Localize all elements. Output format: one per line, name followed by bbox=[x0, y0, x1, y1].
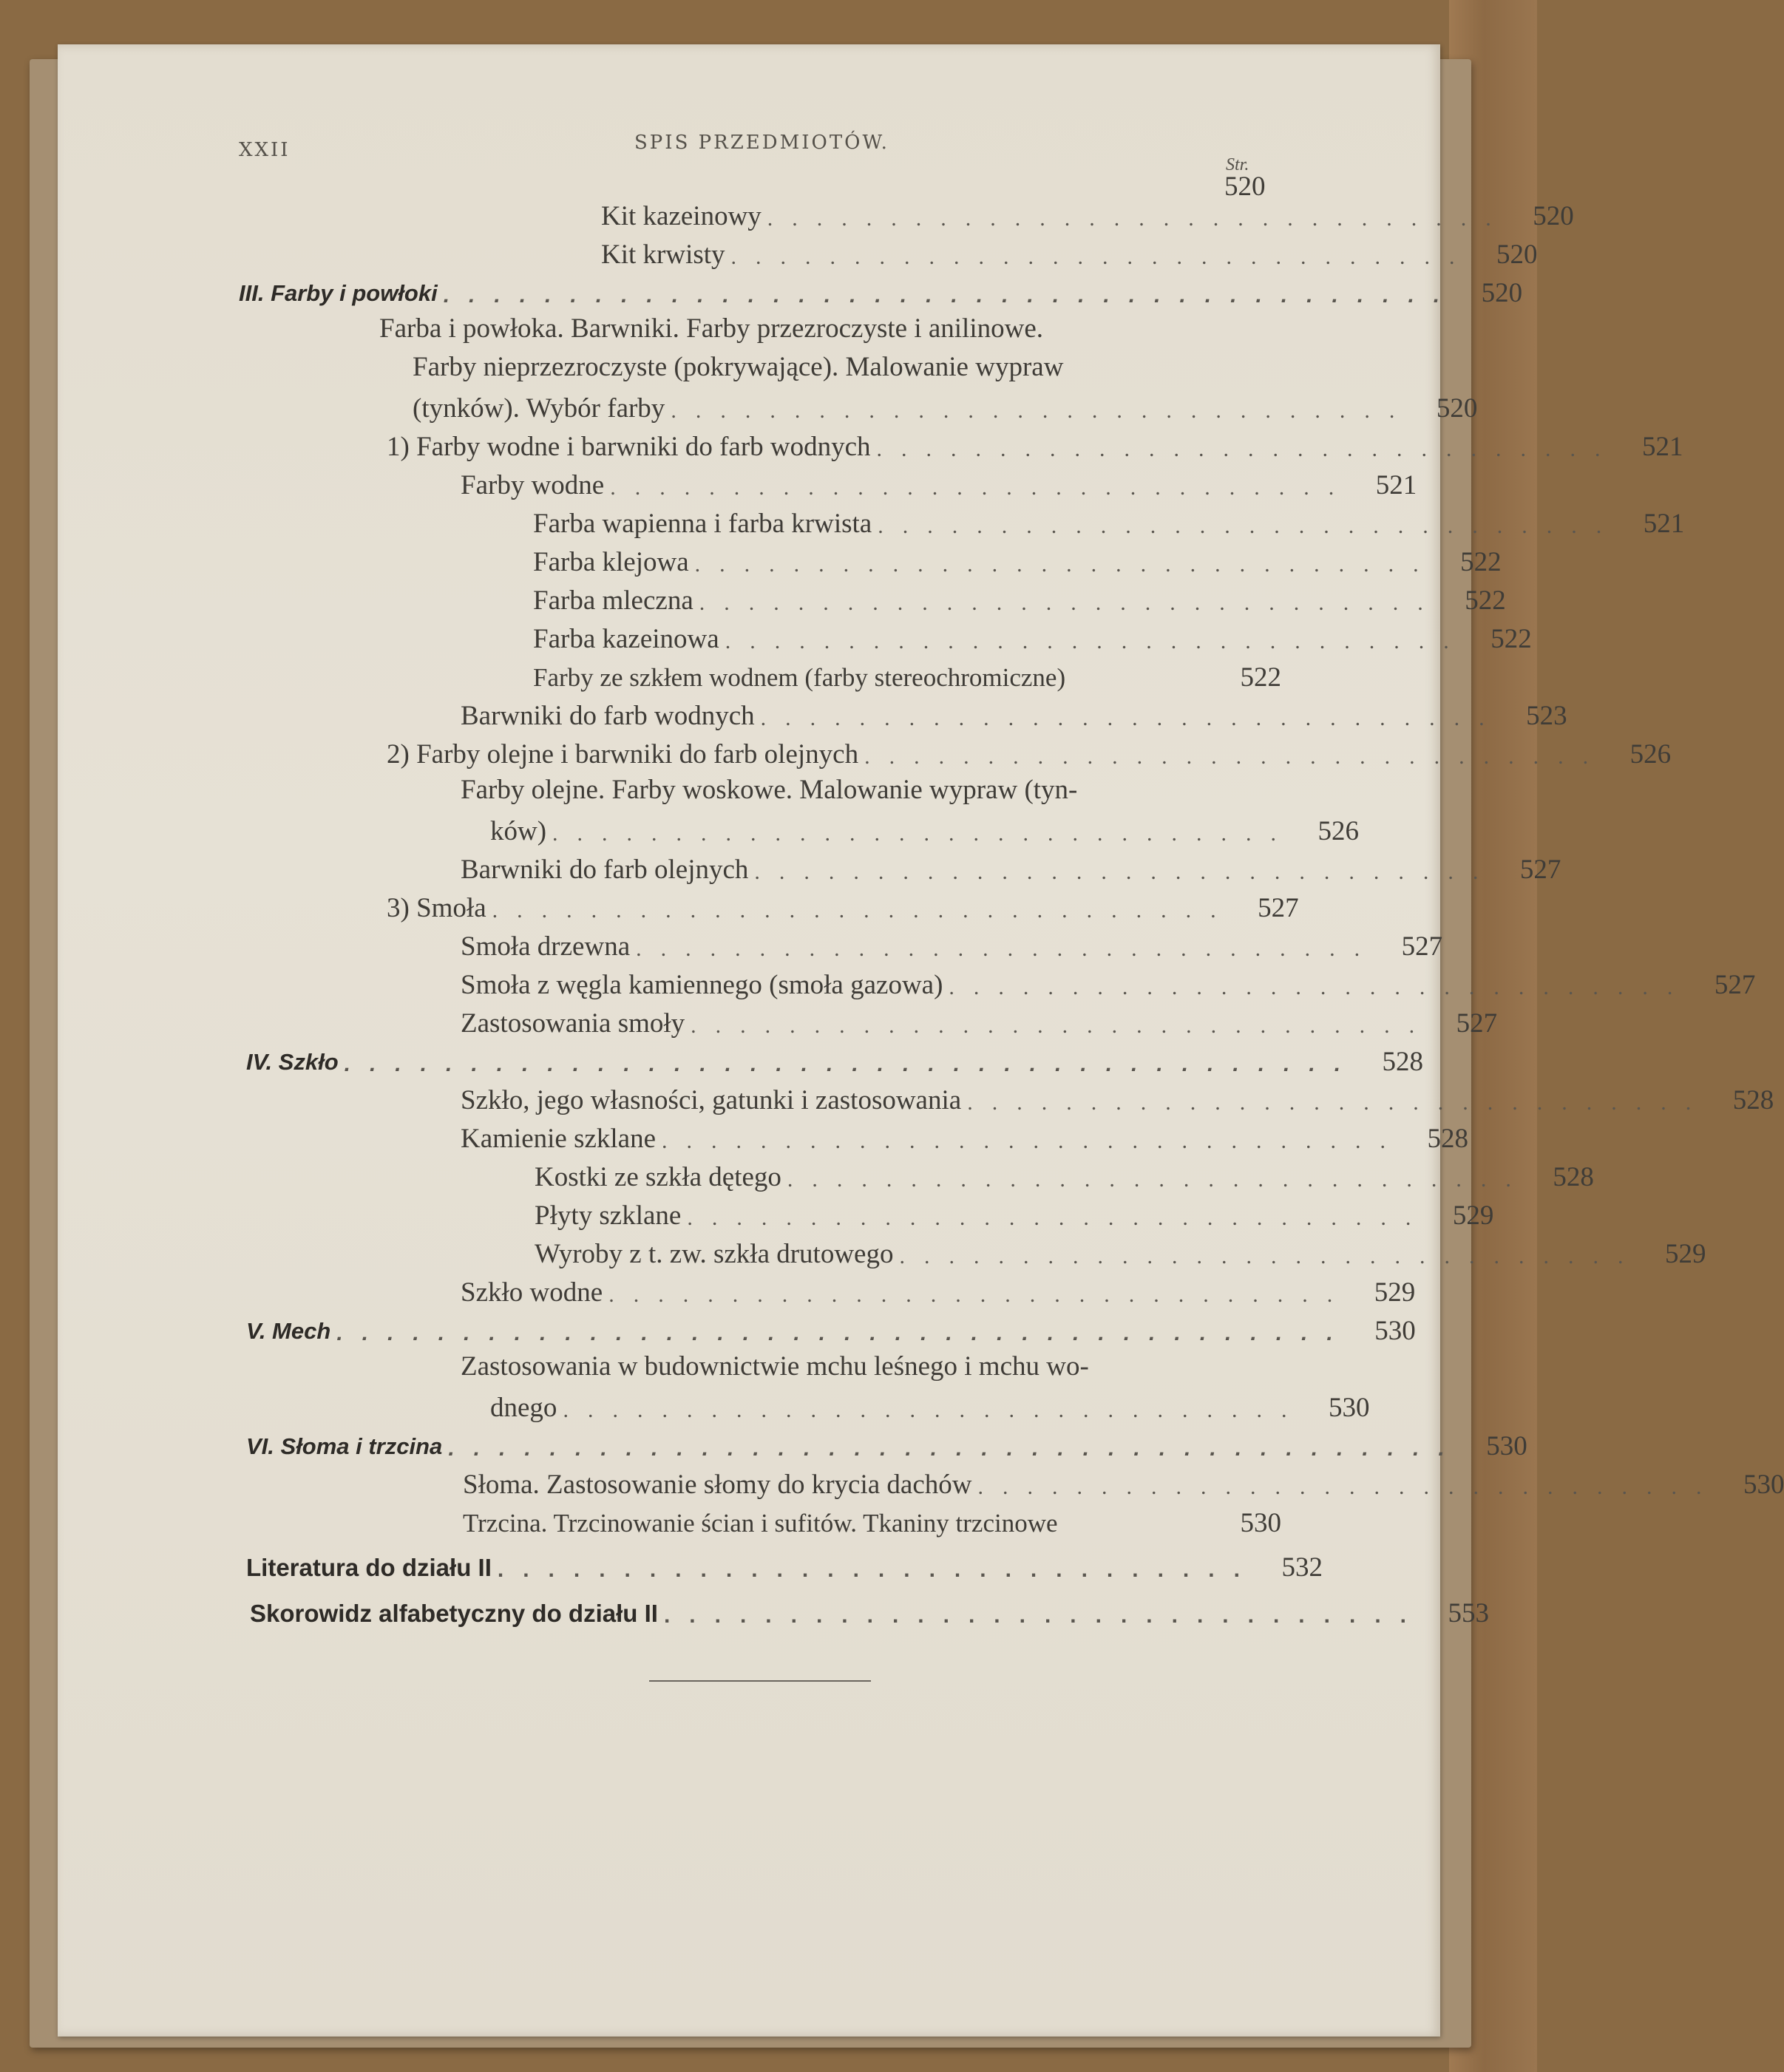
toc-page-number: 527 bbox=[1456, 1008, 1498, 1039]
toc-label: Farba kazeinowa bbox=[533, 624, 719, 654]
toc-page-number: 527 bbox=[1401, 931, 1443, 962]
toc-page-number: 523 bbox=[1526, 701, 1567, 731]
toc-entry bbox=[461, 850, 1561, 887]
leader-dots: .............................. bbox=[878, 514, 1621, 538]
toc-page-number: 520 bbox=[1496, 240, 1538, 270]
toc-label: Farby ze szkłem wodnem (farby stereochromiczne) bbox=[533, 663, 1066, 692]
toc-label: Trzcina. Trzcinowanie ścian i sufitów. Tkaniny trzcinowe bbox=[463, 1509, 1058, 1538]
toc-entry bbox=[490, 812, 1360, 849]
toc-section-heading bbox=[239, 274, 1523, 310]
end-rule bbox=[649, 1680, 871, 1682]
toc-section-heading bbox=[246, 1427, 1527, 1464]
book-page bbox=[58, 44, 1784, 2037]
leader-dots: .............................. bbox=[899, 1244, 1643, 1268]
leader-dots: .............................. bbox=[730, 245, 1474, 269]
toc-entry bbox=[463, 1465, 1784, 1502]
toc-page-number: 521 bbox=[1642, 432, 1683, 462]
toc-label: Farby wodne bbox=[461, 470, 605, 500]
toc-page-number: 527 bbox=[1258, 893, 1299, 923]
running-title: SPIS PRZEDMIOTÓW. bbox=[634, 132, 889, 154]
toc-page-number: 528 bbox=[1732, 1085, 1774, 1115]
toc-entry bbox=[413, 389, 1478, 426]
toc-page-number: 526 bbox=[1629, 739, 1672, 770]
toc-label: VI. Słoma i trzcina bbox=[246, 1433, 443, 1459]
toc-page-number: 522 bbox=[1240, 662, 1281, 693]
toc-page-number: 521 bbox=[1375, 470, 1417, 500]
toc-page-number: 521 bbox=[1643, 509, 1685, 539]
toc-page-number: 532 bbox=[1281, 1552, 1323, 1583]
toc-entry bbox=[533, 619, 1532, 656]
toc-page-number: 530 bbox=[1743, 1470, 1784, 1500]
toc-page-number: 530 bbox=[1240, 1508, 1281, 1538]
toc-entry bbox=[461, 696, 1567, 733]
toc-label: Szkło, jego własności, gatunki i zastosowania bbox=[461, 1085, 962, 1115]
toc-label: Barwniki do farb wodnych bbox=[461, 701, 755, 731]
toc-page-number: 520 bbox=[1533, 201, 1574, 231]
leader-dots: .............................. bbox=[725, 629, 1468, 653]
toc-entry bbox=[461, 1273, 1416, 1310]
leader-dots: .............................. bbox=[671, 398, 1414, 423]
leader-dots: .............................. bbox=[699, 591, 1442, 615]
toc-entry bbox=[387, 427, 1683, 464]
leader-dots: .............................. bbox=[608, 1283, 1352, 1307]
leader-dots: ........................................ bbox=[448, 1436, 1464, 1461]
toc-label: Smoła z węgla kamiennego (smoła gazowa) bbox=[461, 970, 943, 1000]
toc-section-heading bbox=[246, 1042, 1424, 1079]
toc-label: Farba wapienna i farba krwista bbox=[533, 509, 872, 539]
toc-label: 2) Farby olejne i barwniki do farb olejnych bbox=[387, 739, 859, 770]
toc-page-number: 527 bbox=[1519, 855, 1561, 885]
toc-entry bbox=[601, 235, 1538, 272]
toc-entry bbox=[461, 927, 1443, 964]
toc-label: ków) bbox=[490, 816, 547, 846]
toc-page-number: 529 bbox=[1452, 1200, 1494, 1231]
leader-dots: .............................. bbox=[949, 975, 1692, 999]
toc-label: dnego bbox=[490, 1393, 557, 1423]
toc-entry bbox=[461, 1119, 1469, 1156]
toc-page-number: 530 bbox=[1328, 1393, 1370, 1423]
toc-page-number: 527 bbox=[1714, 970, 1756, 1000]
toc-page-number: 520 bbox=[1481, 278, 1523, 308]
toc-entry bbox=[387, 735, 1672, 772]
leader-dots: ........................................ bbox=[336, 1321, 1352, 1345]
toc-label: Zastosowania smoły bbox=[461, 1008, 685, 1039]
toc-entry-line: Farby nieprzezroczyste (pokrywające). Malowanie wypraw bbox=[413, 352, 1064, 382]
toc-entry bbox=[601, 197, 1574, 234]
toc-entry bbox=[461, 466, 1417, 503]
toc-page-number: 528 bbox=[1553, 1162, 1594, 1192]
toc-section-heading bbox=[246, 1311, 1416, 1348]
toc-label: Szkło wodne bbox=[461, 1277, 603, 1308]
leader-dots: .............................. bbox=[876, 437, 1620, 461]
toc-entry bbox=[461, 965, 1756, 1002]
leader-dots: .............................. bbox=[662, 1129, 1405, 1153]
toc-entry-index bbox=[250, 1594, 1489, 1631]
leader-dots: .............................. bbox=[767, 206, 1510, 231]
toc-entry bbox=[535, 1234, 1706, 1271]
leader-dots: .............................. bbox=[663, 1603, 1425, 1628]
leader-dots: .............................. bbox=[754, 860, 1498, 884]
toc-entry bbox=[535, 1196, 1494, 1233]
toc-entry bbox=[461, 1004, 1498, 1041]
toc-entry bbox=[533, 658, 1281, 695]
toc-label: IV. Szkło bbox=[246, 1049, 339, 1075]
leader-dots: .............................. bbox=[691, 1013, 1434, 1038]
toc-label: III. Farby i powłoki bbox=[239, 280, 438, 306]
toc-label: Kostki ze szkła dętego bbox=[535, 1162, 781, 1192]
leader-dots: .............................. bbox=[610, 475, 1354, 500]
toc-page-number: 528 bbox=[1382, 1047, 1424, 1077]
toc-label: Kamienie szklane bbox=[461, 1124, 657, 1154]
toc-label: Słoma. Zastosowanie słomy do krycia dachów bbox=[463, 1470, 972, 1500]
leader-dots: ........................................ bbox=[344, 1052, 1360, 1076]
leader-dots: .............................. bbox=[492, 898, 1235, 923]
toc-entry bbox=[533, 581, 1506, 618]
leader-dots: .............................. bbox=[760, 706, 1504, 730]
toc-label: Farba klejowa bbox=[533, 547, 689, 577]
toc-entry-line: Farba i powłoka. Barwniki. Farby przezroczyste i anilinowe. bbox=[379, 313, 1044, 344]
toc-entry bbox=[387, 889, 1299, 925]
leader-dots: .............................. bbox=[687, 1206, 1431, 1230]
toc-entry-literature bbox=[246, 1548, 1323, 1585]
toc-label: (tynków). Wybór farby bbox=[413, 393, 665, 424]
leader-dots: .............................. bbox=[694, 552, 1438, 577]
toc-page-number: 522 bbox=[1460, 547, 1502, 577]
toc-label: Skorowidz alfabetyczny do działu II bbox=[250, 1600, 658, 1627]
leader-dots: ........................................ bbox=[443, 283, 1459, 308]
toc-page-number: 553 bbox=[1448, 1598, 1489, 1628]
toc-entry bbox=[533, 504, 1685, 541]
toc-page-number: 530 bbox=[1486, 1431, 1527, 1461]
toc-page-number: 529 bbox=[1374, 1277, 1416, 1308]
toc-page-number: 529 bbox=[1664, 1239, 1706, 1269]
toc-label: 1) Farby wodne i barwniki do farb wodnych bbox=[387, 432, 871, 462]
toc-entry bbox=[461, 1081, 1774, 1118]
page-number: XXII bbox=[239, 139, 291, 161]
toc-page-number: 522 bbox=[1465, 585, 1506, 616]
leader-dots: .............................. bbox=[497, 1558, 1259, 1582]
toc-label: Kit kazeinowy bbox=[601, 201, 762, 231]
toc-entry bbox=[533, 543, 1502, 580]
toc-label: V. Mech bbox=[246, 1318, 331, 1344]
toc-entry bbox=[463, 1504, 1281, 1541]
leader-dots: .............................. bbox=[967, 1090, 1711, 1115]
toc-label: Barwniki do farb olejnych bbox=[461, 855, 749, 885]
toc-label: Płyty szklane bbox=[535, 1200, 682, 1231]
toc-label: Farba mleczna bbox=[533, 585, 693, 616]
leader-dots: .............................. bbox=[636, 937, 1380, 961]
leader-dots: .............................. bbox=[563, 1398, 1306, 1422]
toc-page-number: 520 bbox=[1436, 393, 1478, 424]
toc-page-number: 530 bbox=[1374, 1316, 1416, 1346]
toc-entry-line: Zastosowania w budownictwie mchu leśnego i mchu wo- bbox=[461, 1351, 1089, 1382]
toc-page-number: 522 bbox=[1490, 624, 1532, 654]
toc-entry bbox=[535, 1158, 1594, 1195]
toc-page-number: 526 bbox=[1317, 816, 1360, 846]
toc-label: Wyroby z t. zw. szkła drutowego bbox=[535, 1239, 894, 1269]
toc-label: Smoła drzewna bbox=[461, 931, 631, 962]
leader-dots: .............................. bbox=[552, 821, 1296, 846]
table-of-contents bbox=[58, 44, 1784, 2037]
leader-dots: .............................. bbox=[787, 1167, 1530, 1192]
toc-label: 3) Smoła bbox=[387, 893, 486, 923]
toc-entry bbox=[490, 1388, 1370, 1425]
toc-label: Literatura do działu II bbox=[246, 1554, 492, 1581]
leader-dots: .............................. bbox=[864, 744, 1608, 769]
toc-label: Kit krwisty bbox=[601, 240, 725, 270]
toc-page-number: 520 bbox=[1224, 171, 1266, 202]
toc-entry-line: Farby olejne. Farby woskowe. Malowanie wypraw (tyn- bbox=[461, 775, 1078, 805]
page-column-label: Str. bbox=[1226, 155, 1249, 174]
leader-dots: .............................. bbox=[977, 1475, 1721, 1499]
toc-page-number: 528 bbox=[1427, 1124, 1469, 1154]
